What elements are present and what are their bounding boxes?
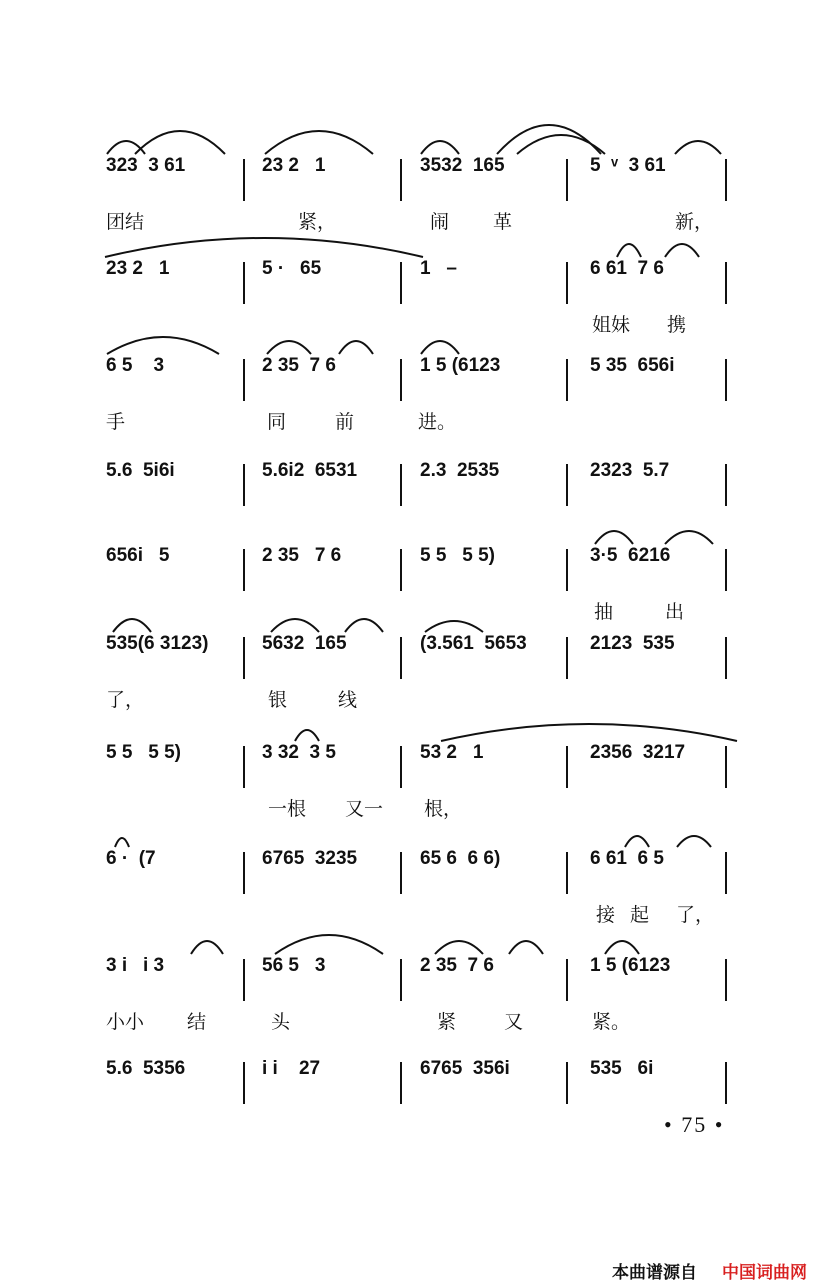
barline <box>400 637 402 679</box>
slur-arc <box>338 339 374 355</box>
slur-arc <box>264 129 374 155</box>
barline <box>400 159 402 201</box>
barline <box>566 262 568 304</box>
lyric-text: 了， <box>106 689 145 711</box>
barline <box>243 359 245 401</box>
lyric-text: 姐妹 <box>592 314 631 336</box>
barline <box>400 1062 402 1104</box>
barline <box>566 1062 568 1104</box>
page-number: • 75 • <box>664 1112 725 1137</box>
measure-notes: 5.6 5i6i <box>106 460 175 481</box>
measure-notes: 5 35 656i <box>590 355 675 376</box>
measure-notes: 323 3 61 <box>106 155 186 176</box>
measure-notes: 2123 535 <box>590 633 675 654</box>
lyric-text: 一根 <box>268 798 307 820</box>
measure-notes: 6 61 7 6 <box>590 258 664 279</box>
measure-notes: 1 – <box>420 258 457 279</box>
measure-notes: 65 6 6 6) <box>420 848 501 869</box>
slur-arc <box>270 617 320 633</box>
barline <box>243 549 245 591</box>
measure-notes: 23 2 1 <box>106 258 170 279</box>
barline <box>243 852 245 894</box>
lyric-text: 了， <box>676 904 715 926</box>
lyric-text: 闹 <box>430 211 450 233</box>
barline <box>566 852 568 894</box>
barline <box>400 262 402 304</box>
measure-notes: 5 5 5 5) <box>420 545 495 566</box>
lyric-text: 抽 <box>594 601 614 623</box>
watermark-site-name[interactable]: 中国词曲网 <box>722 1263 807 1283</box>
slur-arc <box>674 139 722 155</box>
slur-arc <box>676 834 712 848</box>
measure-notes: 6 5 3 <box>106 355 165 376</box>
measure-notes: 2 35 7 6 <box>420 955 494 976</box>
lyric-text: 出 <box>665 601 685 623</box>
measure-notes: 656i 5 <box>106 545 170 566</box>
barline <box>566 746 568 788</box>
lyric-text: 革 <box>493 211 513 233</box>
slur-arc <box>424 619 484 633</box>
slur-arc <box>434 939 484 955</box>
measure-notes: 5 ᵛ 3 61 <box>590 155 666 176</box>
measure-notes: 2323 5.7 <box>590 460 670 481</box>
slur-arc <box>420 139 460 155</box>
lyric-text: 前 <box>335 411 355 433</box>
slur-arc <box>134 129 226 155</box>
barline <box>725 959 727 1001</box>
barline <box>725 746 727 788</box>
barline <box>566 159 568 201</box>
slur-arc <box>104 236 424 258</box>
barline <box>725 637 727 679</box>
measure-notes: 2 35 7 6 <box>262 545 342 566</box>
measure-notes: 1 5 (6123 <box>420 355 501 376</box>
measure-notes: 5 · 65 <box>262 258 322 279</box>
lyric-text: 小小 <box>106 1011 145 1033</box>
measure-notes: 535 6i <box>590 1058 654 1079</box>
measure-notes: i i 27 <box>262 1058 321 1079</box>
barline <box>725 549 727 591</box>
barline <box>566 637 568 679</box>
measure-notes: (3.561 5653 <box>420 633 527 654</box>
measure-notes: 5.6 5356 <box>106 1058 186 1079</box>
barline <box>243 746 245 788</box>
barline <box>725 1062 727 1104</box>
barline <box>725 262 727 304</box>
measure-notes: 5.6i2 6531 <box>262 460 358 481</box>
barline <box>566 464 568 506</box>
barline <box>725 464 727 506</box>
lyric-text: 结 <box>187 1011 207 1033</box>
slur-arc <box>594 529 634 545</box>
measure-notes: 3·5 6216 <box>590 545 671 566</box>
lyric-text: 头 <box>271 1011 291 1033</box>
measure-notes: 3 i i 3 <box>106 955 165 976</box>
barline <box>243 637 245 679</box>
score-system <box>0 355 822 445</box>
slur-arc <box>440 722 738 742</box>
barline <box>243 959 245 1001</box>
slur-arc <box>604 939 640 955</box>
measure-notes: 3532 165 <box>420 155 505 176</box>
measure-notes: 53 2 1 <box>420 742 484 763</box>
slur-arc <box>294 728 320 742</box>
barline <box>243 262 245 304</box>
slur-arc <box>106 335 220 355</box>
slur-arc <box>190 939 224 955</box>
barline <box>243 1062 245 1104</box>
slur-arc <box>112 617 152 633</box>
measure-notes: 2356 3217 <box>590 742 686 763</box>
measure-notes: 5632 165 <box>262 633 347 654</box>
lyric-text: 根， <box>424 798 463 820</box>
lyric-text: 又 <box>504 1011 524 1033</box>
lyric-text: 紧。 <box>592 1011 631 1033</box>
lyric-text: 银 <box>268 689 288 711</box>
barline <box>566 959 568 1001</box>
measure-notes: 6765 3235 <box>262 848 358 869</box>
score-system <box>0 848 822 938</box>
barline <box>566 359 568 401</box>
score-system <box>0 155 822 245</box>
barline <box>725 159 727 201</box>
measure-notes: 56 5 3 <box>262 955 326 976</box>
slur-arc <box>274 933 384 955</box>
lyric-text: 紧， <box>298 211 337 233</box>
measure-notes: 23 2 1 <box>262 155 326 176</box>
barline <box>243 159 245 201</box>
measure-notes: 3 32 3 5 <box>262 742 336 763</box>
barline <box>400 852 402 894</box>
measure-notes: 6765 356i <box>420 1058 510 1079</box>
measure-notes: 2.3 2535 <box>420 460 500 481</box>
slur-arc <box>266 339 312 355</box>
slur-arc <box>516 133 606 155</box>
lyric-text: 起 <box>630 904 650 926</box>
score-system <box>0 955 822 1045</box>
barline <box>400 959 402 1001</box>
lyric-text: 线 <box>338 689 358 711</box>
lyric-text: 接 <box>596 904 616 926</box>
measure-notes: 2 35 7 6 <box>262 355 336 376</box>
measure-notes: 6 · (7 <box>106 848 156 869</box>
lyric-text: 紧 <box>437 1011 457 1033</box>
lyric-text: 进。 <box>418 411 457 433</box>
slur-arc <box>508 939 544 955</box>
barline <box>725 359 727 401</box>
barline <box>400 549 402 591</box>
slur-arc <box>616 242 642 258</box>
barline <box>400 464 402 506</box>
lyric-text: 又一 <box>345 798 384 820</box>
lyric-text: 携 <box>667 314 687 336</box>
lyric-text: 新， <box>675 211 714 233</box>
lyric-text: 团结 <box>106 211 145 233</box>
barline <box>566 549 568 591</box>
slur-arc <box>624 834 650 848</box>
slur-arc <box>664 529 714 545</box>
score-system <box>0 742 822 832</box>
slur-arc <box>664 242 700 258</box>
lyric-text: 手 <box>106 411 126 433</box>
measure-notes: 535(6 3123) <box>106 633 209 654</box>
measure-notes: 5 5 5 5) <box>106 742 181 763</box>
barline <box>725 852 727 894</box>
barline <box>400 359 402 401</box>
barline <box>243 464 245 506</box>
slur-arc <box>420 339 460 355</box>
measure-notes: 1 5 (6123 <box>590 955 671 976</box>
lyric-text: 同 <box>267 411 287 433</box>
barline <box>400 746 402 788</box>
slur-arc <box>114 836 130 848</box>
watermark-source-label: 本曲谱源自 <box>612 1263 697 1283</box>
measure-notes: 6 61 6 5 <box>590 848 664 869</box>
slur-arc <box>344 617 384 633</box>
score-system <box>0 633 822 723</box>
